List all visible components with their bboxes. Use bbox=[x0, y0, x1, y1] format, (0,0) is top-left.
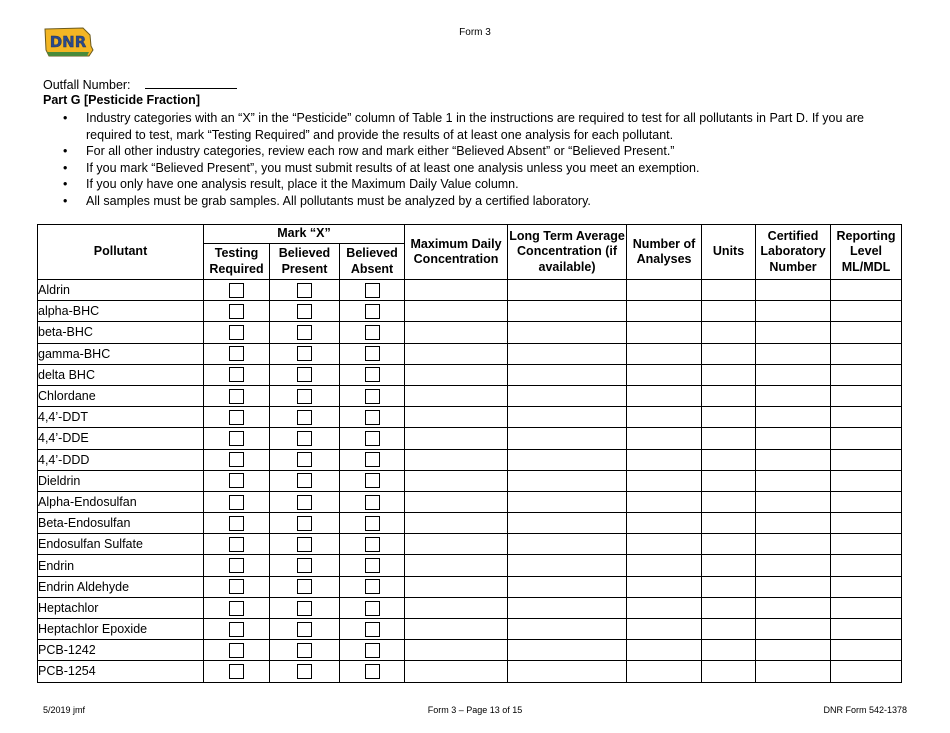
believed-absent-checkbox[interactable] bbox=[365, 558, 380, 573]
believed-absent-checkbox[interactable] bbox=[365, 304, 380, 319]
instruction-item: • If you only have one analysis result, place it the Maximum Daily Value column. bbox=[43, 176, 911, 193]
cell-testing-required bbox=[204, 280, 270, 301]
header-maximum-daily: Maximum Daily Concentration bbox=[405, 225, 508, 280]
long-term-average-input[interactable] bbox=[508, 513, 627, 534]
table-row bbox=[38, 597, 902, 618]
table-row bbox=[38, 640, 902, 661]
testing-required-checkbox[interactable] bbox=[229, 452, 244, 467]
number-of-analyses-input[interactable] bbox=[627, 428, 702, 449]
footer-form-number: DNR Form 542-1378 bbox=[823, 705, 907, 715]
cell-believed-absent bbox=[340, 385, 405, 406]
header-mark-x: Mark “X” bbox=[204, 225, 405, 244]
believed-present-checkbox[interactable] bbox=[297, 473, 312, 488]
header-believed-present: Believed Present bbox=[270, 244, 340, 280]
long-term-average-input[interactable] bbox=[508, 661, 627, 682]
cell-testing-required bbox=[204, 322, 270, 343]
units-input[interactable] bbox=[702, 513, 756, 534]
footer-date: 5/2019 jmf bbox=[43, 705, 86, 715]
maximum-daily-input[interactable] bbox=[405, 364, 508, 385]
cell-believed-absent bbox=[340, 513, 405, 534]
maximum-daily-input[interactable] bbox=[405, 343, 508, 364]
cell-testing-required bbox=[204, 407, 270, 428]
certified-lab-input[interactable] bbox=[756, 343, 831, 364]
table-row bbox=[38, 280, 902, 301]
table-row bbox=[38, 364, 902, 385]
certified-lab-input[interactable] bbox=[756, 491, 831, 512]
outfall-number-row bbox=[43, 76, 237, 92]
pollutant-name: Endrin Aldehyde bbox=[38, 576, 204, 597]
instruction-item: • Industry categories with an “X” in the “Pesticide” column of Table 1 in the instructions are required to test for all pollutants in Part D. If you are required to test, mark “Testing Required” and provide the results of at least one analysis for each pollutant. bbox=[43, 110, 911, 143]
testing-required-checkbox[interactable] bbox=[229, 431, 244, 446]
long-term-average-input[interactable] bbox=[508, 449, 627, 470]
believed-present-checkbox[interactable] bbox=[297, 304, 312, 319]
long-term-average-input[interactable] bbox=[508, 428, 627, 449]
believed-absent-checkbox[interactable] bbox=[365, 325, 380, 340]
maximum-daily-input[interactable] bbox=[405, 576, 508, 597]
cell-believed-present bbox=[270, 491, 340, 512]
cell-believed-present bbox=[270, 661, 340, 682]
maximum-daily-input[interactable] bbox=[405, 280, 508, 301]
believed-absent-checkbox[interactable] bbox=[365, 622, 380, 637]
table-row bbox=[38, 555, 902, 576]
pollutant-name: beta-BHC bbox=[38, 322, 204, 343]
header-certified-lab: Certified Laboratory Number bbox=[756, 225, 831, 280]
long-term-average-input[interactable] bbox=[508, 280, 627, 301]
believed-absent-checkbox[interactable] bbox=[365, 346, 380, 361]
testing-required-checkbox[interactable] bbox=[229, 325, 244, 340]
testing-required-checkbox[interactable] bbox=[229, 495, 244, 510]
believed-present-checkbox[interactable] bbox=[297, 622, 312, 637]
table-row bbox=[38, 470, 902, 491]
cell-believed-present bbox=[270, 364, 340, 385]
section-title: Part G [Pesticide Fraction] bbox=[43, 93, 200, 107]
maximum-daily-input[interactable] bbox=[405, 640, 508, 661]
pollutant-name: delta BHC bbox=[38, 364, 204, 385]
number-of-analyses-input[interactable] bbox=[627, 364, 702, 385]
maximum-daily-input[interactable] bbox=[405, 385, 508, 406]
certified-lab-input[interactable] bbox=[756, 322, 831, 343]
long-term-average-input[interactable] bbox=[508, 576, 627, 597]
believed-present-checkbox[interactable] bbox=[297, 325, 312, 340]
cell-believed-absent bbox=[340, 640, 405, 661]
table-row bbox=[38, 576, 902, 597]
believed-present-checkbox[interactable] bbox=[297, 664, 312, 679]
header-number-of-analyses: Number of Analyses bbox=[627, 225, 702, 280]
reporting-level-input[interactable] bbox=[831, 513, 902, 534]
units-input[interactable] bbox=[702, 597, 756, 618]
instruction-item: • All samples must be grab samples. All pollutants must be analyzed by a certified laboratory. bbox=[43, 193, 911, 210]
cell-testing-required bbox=[204, 301, 270, 322]
number-of-analyses-input[interactable] bbox=[627, 513, 702, 534]
long-term-average-input[interactable] bbox=[508, 470, 627, 491]
cell-believed-absent bbox=[340, 470, 405, 491]
testing-required-checkbox[interactable] bbox=[229, 389, 244, 404]
certified-lab-input[interactable] bbox=[756, 407, 831, 428]
cell-believed-absent bbox=[340, 619, 405, 640]
long-term-average-input[interactable] bbox=[508, 301, 627, 322]
believed-present-checkbox[interactable] bbox=[297, 431, 312, 446]
units-input[interactable] bbox=[702, 661, 756, 682]
cell-believed-present bbox=[270, 619, 340, 640]
cell-testing-required bbox=[204, 640, 270, 661]
cell-believed-present bbox=[270, 385, 340, 406]
number-of-analyses-input[interactable] bbox=[627, 619, 702, 640]
cell-believed-absent bbox=[340, 576, 405, 597]
cell-believed-absent bbox=[340, 301, 405, 322]
outfall-number-field[interactable] bbox=[145, 76, 237, 89]
pollutant-name: Chlordane bbox=[38, 385, 204, 406]
believed-present-checkbox[interactable] bbox=[297, 558, 312, 573]
believed-absent-checkbox[interactable] bbox=[365, 389, 380, 404]
instructions-list bbox=[43, 110, 911, 209]
reporting-level-input[interactable] bbox=[831, 661, 902, 682]
cell-testing-required bbox=[204, 597, 270, 618]
cell-believed-present bbox=[270, 576, 340, 597]
certified-lab-input[interactable] bbox=[756, 385, 831, 406]
maximum-daily-input[interactable] bbox=[405, 428, 508, 449]
cell-believed-present bbox=[270, 534, 340, 555]
maximum-daily-input[interactable] bbox=[405, 449, 508, 470]
number-of-analyses-input[interactable] bbox=[627, 322, 702, 343]
table-row bbox=[38, 491, 902, 512]
long-term-average-input[interactable] bbox=[508, 385, 627, 406]
reporting-level-input[interactable] bbox=[831, 343, 902, 364]
pollutant-name: Aldrin bbox=[38, 280, 204, 301]
testing-required-checkbox[interactable] bbox=[229, 537, 244, 552]
number-of-analyses-input[interactable] bbox=[627, 449, 702, 470]
header-reporting-level: Reporting Level ML/MDL bbox=[831, 225, 902, 280]
table-row bbox=[38, 385, 902, 406]
certified-lab-input[interactable] bbox=[756, 640, 831, 661]
believed-absent-checkbox[interactable] bbox=[365, 410, 380, 425]
believed-absent-checkbox[interactable] bbox=[365, 601, 380, 616]
outfall-number-label: Outfall Number: bbox=[43, 78, 131, 92]
maximum-daily-input[interactable] bbox=[405, 513, 508, 534]
long-term-average-input[interactable] bbox=[508, 491, 627, 512]
pollutant-name: Beta-Endosulfan bbox=[38, 513, 204, 534]
number-of-analyses-input[interactable] bbox=[627, 470, 702, 491]
reporting-level-input[interactable] bbox=[831, 280, 902, 301]
maximum-daily-input[interactable] bbox=[405, 555, 508, 576]
long-term-average-input[interactable] bbox=[508, 640, 627, 661]
maximum-daily-input[interactable] bbox=[405, 534, 508, 555]
believed-present-checkbox[interactable] bbox=[297, 643, 312, 658]
cell-testing-required bbox=[204, 555, 270, 576]
cell-believed-present bbox=[270, 407, 340, 428]
number-of-analyses-input[interactable] bbox=[627, 385, 702, 406]
header-long-term-average: Long Term Average Concentration (if available) bbox=[508, 225, 627, 280]
maximum-daily-input[interactable] bbox=[405, 597, 508, 618]
number-of-analyses-input[interactable] bbox=[627, 576, 702, 597]
testing-required-checkbox[interactable] bbox=[229, 473, 244, 488]
cell-believed-absent bbox=[340, 534, 405, 555]
cell-testing-required bbox=[204, 513, 270, 534]
cell-testing-required bbox=[204, 428, 270, 449]
pollutant-name: Alpha-Endosulfan bbox=[38, 491, 204, 512]
units-input[interactable] bbox=[702, 534, 756, 555]
pollutant-name: alpha-BHC bbox=[38, 301, 204, 322]
units-input[interactable] bbox=[702, 343, 756, 364]
cell-believed-present bbox=[270, 449, 340, 470]
certified-lab-input[interactable] bbox=[756, 280, 831, 301]
maximum-daily-input[interactable] bbox=[405, 491, 508, 512]
maximum-daily-input[interactable] bbox=[405, 407, 508, 428]
units-input[interactable] bbox=[702, 470, 756, 491]
cell-testing-required bbox=[204, 470, 270, 491]
pollutant-name: Endosulfan Sulfate bbox=[38, 534, 204, 555]
cell-testing-required bbox=[204, 343, 270, 364]
maximum-daily-input[interactable] bbox=[405, 661, 508, 682]
pollutant-name: PCB-1254 bbox=[38, 661, 204, 682]
units-input[interactable] bbox=[702, 364, 756, 385]
believed-present-checkbox[interactable] bbox=[297, 516, 312, 531]
long-term-average-input[interactable] bbox=[508, 322, 627, 343]
believed-present-checkbox[interactable] bbox=[297, 579, 312, 594]
cell-believed-present bbox=[270, 322, 340, 343]
form-title: Form 3 bbox=[459, 27, 491, 38]
pollutant-name: gamma-BHC bbox=[38, 343, 204, 364]
cell-believed-present bbox=[270, 513, 340, 534]
long-term-average-input[interactable] bbox=[508, 534, 627, 555]
cell-testing-required bbox=[204, 491, 270, 512]
believed-present-checkbox[interactable] bbox=[297, 601, 312, 616]
cell-testing-required bbox=[204, 364, 270, 385]
units-input[interactable] bbox=[702, 576, 756, 597]
pollutant-name: Heptachlor Epoxide bbox=[38, 619, 204, 640]
table-row bbox=[38, 619, 902, 640]
reporting-level-input[interactable] bbox=[831, 470, 902, 491]
long-term-average-input[interactable] bbox=[508, 364, 627, 385]
long-term-average-input[interactable] bbox=[508, 555, 627, 576]
testing-required-checkbox[interactable] bbox=[229, 410, 244, 425]
believed-absent-checkbox[interactable] bbox=[365, 664, 380, 679]
long-term-average-input[interactable] bbox=[508, 407, 627, 428]
header-testing-required: Testing Required bbox=[204, 244, 270, 280]
believed-present-checkbox[interactable] bbox=[297, 495, 312, 510]
certified-lab-input[interactable] bbox=[756, 513, 831, 534]
cell-testing-required bbox=[204, 534, 270, 555]
cell-believed-absent bbox=[340, 407, 405, 428]
maximum-daily-input[interactable] bbox=[405, 301, 508, 322]
cell-believed-absent bbox=[340, 343, 405, 364]
instruction-item: • If you mark “Believed Present”, you must submit results of at least one analysis unless you meet an exemption. bbox=[43, 160, 911, 177]
reporting-level-input[interactable] bbox=[831, 428, 902, 449]
cell-believed-present bbox=[270, 555, 340, 576]
believed-absent-checkbox[interactable] bbox=[365, 452, 380, 467]
certified-lab-input[interactable] bbox=[756, 661, 831, 682]
believed-present-checkbox[interactable] bbox=[297, 537, 312, 552]
testing-required-checkbox[interactable] bbox=[229, 601, 244, 616]
pollutant-name: Dieldrin bbox=[38, 470, 204, 491]
units-input[interactable] bbox=[702, 491, 756, 512]
long-term-average-input[interactable] bbox=[508, 619, 627, 640]
maximum-daily-input[interactable] bbox=[405, 322, 508, 343]
table-row bbox=[38, 513, 902, 534]
units-input[interactable] bbox=[702, 280, 756, 301]
believed-absent-checkbox[interactable] bbox=[365, 537, 380, 552]
cell-believed-present bbox=[270, 640, 340, 661]
cell-believed-absent bbox=[340, 661, 405, 682]
reporting-level-input[interactable] bbox=[831, 364, 902, 385]
testing-required-checkbox[interactable] bbox=[229, 346, 244, 361]
testing-required-checkbox[interactable] bbox=[229, 643, 244, 658]
table-row bbox=[38, 534, 902, 555]
believed-absent-checkbox[interactable] bbox=[365, 367, 380, 382]
pollutant-name: Heptachlor bbox=[38, 597, 204, 618]
long-term-average-input[interactable] bbox=[508, 343, 627, 364]
certified-lab-input[interactable] bbox=[756, 534, 831, 555]
units-input[interactable] bbox=[702, 449, 756, 470]
believed-absent-checkbox[interactable] bbox=[365, 579, 380, 594]
number-of-analyses-input[interactable] bbox=[627, 343, 702, 364]
reporting-level-input[interactable] bbox=[831, 534, 902, 555]
reporting-level-input[interactable] bbox=[831, 491, 902, 512]
certified-lab-input[interactable] bbox=[756, 301, 831, 322]
table-row bbox=[38, 407, 902, 428]
testing-required-checkbox[interactable] bbox=[229, 304, 244, 319]
believed-absent-checkbox[interactable] bbox=[365, 431, 380, 446]
units-input[interactable] bbox=[702, 301, 756, 322]
table-row bbox=[38, 661, 902, 682]
number-of-analyses-input[interactable] bbox=[627, 640, 702, 661]
number-of-analyses-input[interactable] bbox=[627, 280, 702, 301]
certified-lab-input[interactable] bbox=[756, 576, 831, 597]
believed-absent-checkbox[interactable] bbox=[365, 516, 380, 531]
reporting-level-input[interactable] bbox=[831, 597, 902, 618]
testing-required-checkbox[interactable] bbox=[229, 664, 244, 679]
certified-lab-input[interactable] bbox=[756, 555, 831, 576]
cell-testing-required bbox=[204, 661, 270, 682]
number-of-analyses-input[interactable] bbox=[627, 661, 702, 682]
reporting-level-input[interactable] bbox=[831, 640, 902, 661]
units-input[interactable] bbox=[702, 428, 756, 449]
units-input[interactable] bbox=[702, 640, 756, 661]
cell-believed-present bbox=[270, 597, 340, 618]
reporting-level-input[interactable] bbox=[831, 449, 902, 470]
table-row bbox=[38, 428, 902, 449]
believed-absent-checkbox[interactable] bbox=[365, 283, 380, 298]
cell-believed-absent bbox=[340, 597, 405, 618]
number-of-analyses-input[interactable] bbox=[627, 534, 702, 555]
long-term-average-input[interactable] bbox=[508, 597, 627, 618]
believed-present-checkbox[interactable] bbox=[297, 410, 312, 425]
units-input[interactable] bbox=[702, 555, 756, 576]
units-input[interactable] bbox=[702, 385, 756, 406]
believed-absent-checkbox[interactable] bbox=[365, 643, 380, 658]
table-row bbox=[38, 343, 902, 364]
cell-believed-absent bbox=[340, 364, 405, 385]
certified-lab-input[interactable] bbox=[756, 470, 831, 491]
believed-present-checkbox[interactable] bbox=[297, 389, 312, 404]
certified-lab-input[interactable] bbox=[756, 597, 831, 618]
testing-required-checkbox[interactable] bbox=[229, 516, 244, 531]
number-of-analyses-input[interactable] bbox=[627, 301, 702, 322]
reporting-level-input[interactable] bbox=[831, 407, 902, 428]
footer-page: Form 3 – Page 13 of 15 bbox=[427, 705, 523, 715]
units-input[interactable] bbox=[702, 407, 756, 428]
believed-present-checkbox[interactable] bbox=[297, 452, 312, 467]
believed-present-checkbox[interactable] bbox=[297, 283, 312, 298]
cell-believed-present bbox=[270, 470, 340, 491]
cell-believed-absent bbox=[340, 322, 405, 343]
believed-absent-checkbox[interactable] bbox=[365, 473, 380, 488]
believed-present-checkbox[interactable] bbox=[297, 346, 312, 361]
cell-believed-present bbox=[270, 280, 340, 301]
cell-believed-absent bbox=[340, 449, 405, 470]
certified-lab-input[interactable] bbox=[756, 619, 831, 640]
believed-present-checkbox[interactable] bbox=[297, 367, 312, 382]
believed-absent-checkbox[interactable] bbox=[365, 495, 380, 510]
certified-lab-input[interactable] bbox=[756, 449, 831, 470]
cell-believed-present bbox=[270, 301, 340, 322]
number-of-analyses-input[interactable] bbox=[627, 597, 702, 618]
cell-testing-required bbox=[204, 576, 270, 597]
maximum-daily-input[interactable] bbox=[405, 470, 508, 491]
header-pollutant: Pollutant bbox=[38, 225, 204, 280]
reporting-level-input[interactable] bbox=[831, 555, 902, 576]
pollutant-name: 4,4’-DDE bbox=[38, 428, 204, 449]
svg-text:DNR: DNR bbox=[49, 33, 87, 51]
cell-testing-required bbox=[204, 385, 270, 406]
pesticide-table bbox=[37, 224, 902, 683]
reporting-level-input[interactable] bbox=[831, 619, 902, 640]
certified-lab-input[interactable] bbox=[756, 428, 831, 449]
cell-believed-present bbox=[270, 343, 340, 364]
testing-required-checkbox[interactable] bbox=[229, 622, 244, 637]
number-of-analyses-input[interactable] bbox=[627, 555, 702, 576]
cell-believed-absent bbox=[340, 555, 405, 576]
testing-required-checkbox[interactable] bbox=[229, 367, 244, 382]
header-believed-absent: Believed Absent bbox=[340, 244, 405, 280]
number-of-analyses-input[interactable] bbox=[627, 491, 702, 512]
table-row bbox=[38, 322, 902, 343]
pollutant-name: 4,4’-DDD bbox=[38, 449, 204, 470]
units-input[interactable] bbox=[702, 322, 756, 343]
pollutant-name: Endrin bbox=[38, 555, 204, 576]
pollutant-name: 4,4’-DDT bbox=[38, 407, 204, 428]
cell-believed-absent bbox=[340, 428, 405, 449]
reporting-level-input[interactable] bbox=[831, 385, 902, 406]
cell-believed-absent bbox=[340, 491, 405, 512]
reporting-level-input[interactable] bbox=[831, 576, 902, 597]
cell-believed-absent bbox=[340, 280, 405, 301]
reporting-level-input[interactable] bbox=[831, 322, 902, 343]
table-row bbox=[38, 449, 902, 470]
table-row bbox=[38, 301, 902, 322]
testing-required-checkbox[interactable] bbox=[229, 579, 244, 594]
testing-required-checkbox[interactable] bbox=[229, 558, 244, 573]
reporting-level-input[interactable] bbox=[831, 301, 902, 322]
cell-believed-present bbox=[270, 428, 340, 449]
pollutant-name: PCB-1242 bbox=[38, 640, 204, 661]
header-units: Units bbox=[702, 225, 756, 280]
cell-testing-required bbox=[204, 619, 270, 640]
testing-required-checkbox[interactable] bbox=[229, 283, 244, 298]
cell-testing-required bbox=[204, 449, 270, 470]
instruction-item: • For all other industry categories, review each row and mark either “Believed Absent” or “Believed Present.” bbox=[43, 143, 911, 160]
maximum-daily-input[interactable] bbox=[405, 619, 508, 640]
certified-lab-input[interactable] bbox=[756, 364, 831, 385]
units-input[interactable] bbox=[702, 619, 756, 640]
number-of-analyses-input[interactable] bbox=[627, 407, 702, 428]
